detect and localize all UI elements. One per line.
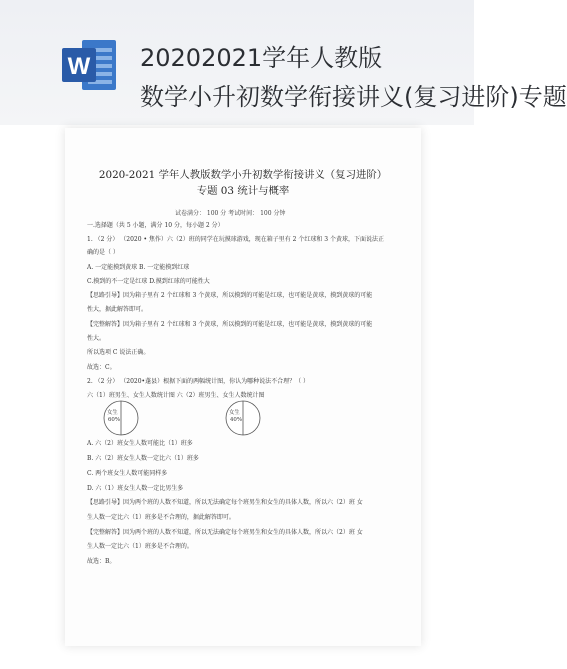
pie-2-label: 女生: [229, 410, 240, 416]
doc-line: 1. （2 分） （2020 • 焦作）六（2）班的同学在玩摸球游戏，现在箱子里有 2 个红球和 3 个黄球，下面说法正: [87, 236, 384, 243]
doc-line: 生人数一定比六（1）班多是不合理的，据此解答即可。: [87, 514, 235, 521]
doc-line: 故选：B。: [87, 558, 116, 565]
doc-line: 2. （2 分） （2020•蓬县）根据下面的两幅统计图，你认为哪种说法不合理？（ ）: [87, 378, 309, 385]
doc-line: 【思路引导】因为两个班的人数不知道，所以无法确定每个班男生和女生的具体人数，所以六（2）班 女: [87, 499, 363, 506]
pie-chart-class-2: [223, 398, 263, 438]
word-icon: [60, 34, 120, 96]
doc-line: 【思路引导】因为箱子里有 2 个红球和 3 个黄球，所以摸到的可能是红球，也可能是黄球，摸到黄球的可能: [87, 292, 373, 299]
doc-line: C.摸到的不一定是红球 D.摸到红球的可能性大: [87, 278, 210, 285]
banner-title-line-1: 20202021学年人教版: [140, 44, 383, 72]
doc-line: 性大。: [87, 335, 106, 342]
doc-line: 故选：C。: [87, 364, 116, 371]
pie-chart-class-1: [101, 398, 141, 438]
doc-line: A. 六（2）班女生人数可能比（1）班多: [87, 440, 193, 447]
doc-line: 性大，据此解答即可。: [87, 306, 148, 313]
doc-line: 确的是（ ）: [87, 249, 119, 256]
doc-line: 一.选择题（共 5 小题，满分 10 分，每小题 2 分）: [87, 222, 224, 229]
doc-line: 【完整解答】因为箱子里有 2 个红球和 3 个黄球，所以摸到的可能是红球，也可能是黄球，摸到黄球的可能: [87, 321, 373, 328]
doc-line: 【完整解答】因为两个班的人数不知道，所以无法确定每个班男生和女生的具体人数，所以六（2）班 女: [87, 529, 363, 536]
pie-1-label: 女生: [107, 410, 118, 416]
exam-info: 试卷满分： 100 分 考试时间： 100 分钟: [175, 210, 286, 217]
banner-title-line-2: 数学小升初数学衔接讲义(复习进阶)专题: [140, 83, 567, 111]
doc-line: 所以选项 C 说法正确。: [87, 349, 150, 356]
doc-line: 六（1）班男生、女生人数统计图 六（2）班男生、女生人数统计图: [87, 392, 265, 399]
doc-line: B. 六（2）班女生人数一定比六（1）班多: [87, 455, 199, 462]
document-page: [65, 128, 421, 646]
doc-line: 生人数一定比六（1）班多是不合理的。: [87, 543, 193, 550]
word-logo-letter: W: [67, 53, 91, 80]
doc-line: C. 两个班女生人数可能同样多: [87, 470, 168, 477]
doc-line: D. 六（1）班女生人数一定比男生多: [87, 485, 184, 492]
doc-line: A. 一定能摸到黄球 B. 一定能摸到红球: [87, 264, 190, 271]
document-title-line-2: 专题 03 统计与概率: [196, 185, 290, 197]
document-title-line-1: 2020-2021 学年人教版数学小升初数学衔接讲义（复习进阶）: [98, 169, 388, 181]
pie-2-value: 40%: [230, 417, 242, 423]
pie-1-value: 60%: [108, 417, 120, 423]
